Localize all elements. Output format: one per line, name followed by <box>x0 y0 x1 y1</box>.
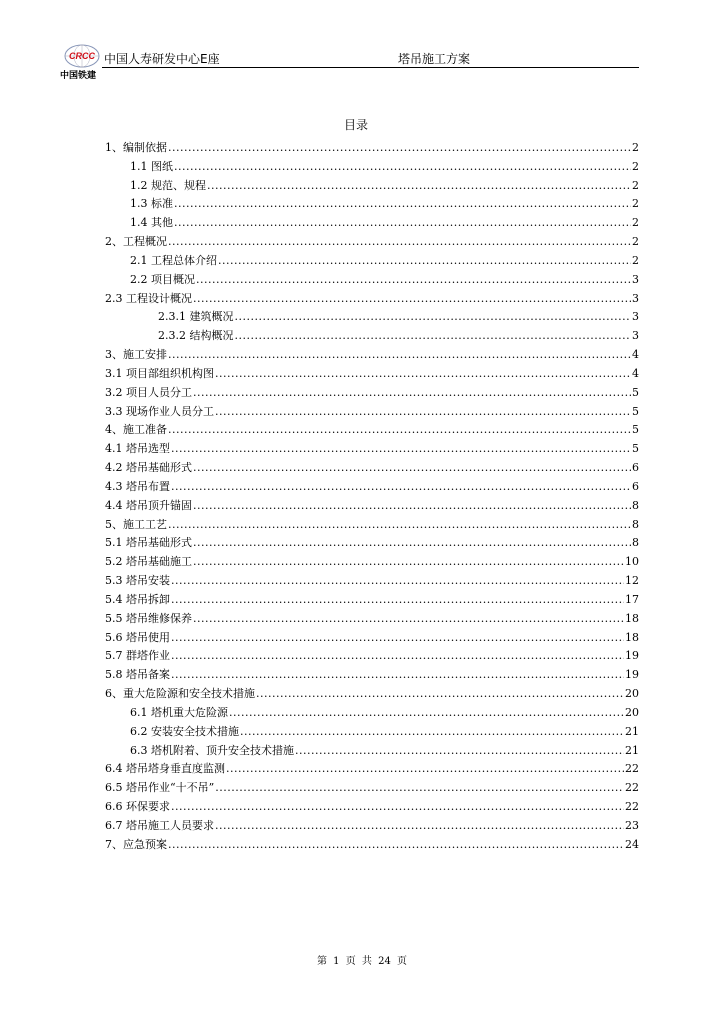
toc-entry[interactable] <box>105 158 639 177</box>
toc-leader-dots <box>174 195 631 214</box>
toc-entry-page: 3 <box>632 291 639 305</box>
toc-leader-dots <box>215 817 624 836</box>
toc-leader-dots <box>168 836 624 855</box>
toc-entry[interactable] <box>105 685 639 704</box>
toc-entry-page: 22 <box>625 781 639 795</box>
toc-entry-page: 20 <box>625 687 639 701</box>
toc-entry-label: 6.3 塔机附着、顶升安全技术措施 <box>130 743 294 757</box>
toc-entry[interactable] <box>105 534 639 553</box>
toc-entry-label: 4.1 塔吊选型 <box>105 442 170 456</box>
toc-entry-page: 2 <box>632 141 639 154</box>
toc-leader-dots <box>215 779 624 798</box>
toc-entry-label: 7、应急预案 <box>105 837 167 851</box>
toc-leader-dots <box>196 271 631 290</box>
toc-entry[interactable] <box>105 346 639 365</box>
header-doc-title: 塔吊施工方案 <box>398 52 471 66</box>
toc-entry[interactable] <box>105 610 639 629</box>
toc-leader-dots <box>168 139 631 158</box>
toc-entry-label: 5.6 塔吊使用 <box>105 630 170 644</box>
toc-entry-label: 3.2 项目人员分工 <box>105 385 192 399</box>
toc-entry-label: 5.5 塔吊维修保养 <box>105 611 192 625</box>
toc-title: 目录 <box>344 118 369 132</box>
toc-entry-page: 22 <box>625 799 639 813</box>
toc-leader-dots <box>215 365 631 384</box>
toc-entry-label: 2.1 工程总体介绍 <box>130 253 217 267</box>
toc-leader-dots <box>171 647 624 666</box>
toc-entry-label: 1.2 规范、规程 <box>130 178 206 192</box>
toc-entry-label: 1.1 图纸 <box>130 159 173 173</box>
toc-entry-page: 19 <box>625 649 639 663</box>
toc-entry-page: 18 <box>625 611 639 625</box>
toc-entry[interactable] <box>105 629 639 648</box>
toc-entry[interactable] <box>105 497 639 516</box>
toc-entry-page: 17 <box>625 592 639 606</box>
toc-entry[interactable] <box>105 572 639 591</box>
toc-entry-page: 8 <box>632 517 639 531</box>
toc-entry-label: 1.4 其他 <box>130 216 173 230</box>
toc-entry-label: 6.6 环保要求 <box>105 799 170 813</box>
toc-entry[interactable] <box>105 798 639 817</box>
toc-leader-dots <box>256 685 624 704</box>
toc-entry[interactable] <box>105 666 639 685</box>
toc-leader-dots <box>207 177 631 196</box>
toc-entry[interactable] <box>105 779 639 798</box>
toc-entry-label: 5、施工工艺 <box>105 517 167 531</box>
toc-leader-dots <box>229 704 624 723</box>
toc-entry-page: 20 <box>625 705 639 719</box>
toc-entry-label: 6.4 塔吊塔身垂直度监测 <box>105 762 225 776</box>
toc-entry[interactable] <box>105 647 639 666</box>
toc-entry-page: 3 <box>632 329 639 343</box>
toc-leader-dots <box>171 478 631 497</box>
toc-entry-page: 23 <box>625 818 639 832</box>
toc-leader-dots <box>215 403 631 422</box>
toc-leader-dots <box>193 290 631 309</box>
toc-leader-dots <box>168 233 631 252</box>
toc-entry[interactable] <box>105 817 639 836</box>
toc-leader-dots <box>295 742 624 761</box>
toc-entry-page: 22 <box>625 762 639 776</box>
header-rule <box>102 67 639 68</box>
toc-leader-dots <box>193 384 631 403</box>
toc-entry-page: 8 <box>632 498 639 512</box>
toc-leader-dots <box>240 723 624 742</box>
toc-entry[interactable] <box>105 308 639 327</box>
toc-entry[interactable] <box>105 384 639 403</box>
toc-entry[interactable] <box>105 271 639 290</box>
toc-entry-label: 5.1 塔吊基础形式 <box>105 536 192 550</box>
toc-leader-dots <box>168 516 631 535</box>
toc-entry-label: 5.7 群塔作业 <box>105 649 170 663</box>
toc-entry[interactable] <box>105 365 639 384</box>
toc-leader-dots <box>171 666 624 685</box>
toc-leader-dots <box>193 553 624 572</box>
toc-entry-page: 2 <box>632 235 639 249</box>
toc-entry[interactable] <box>105 760 639 779</box>
toc-entry-page: 21 <box>625 724 639 738</box>
toc-entry-label: 5.3 塔吊安装 <box>105 574 170 588</box>
toc-leader-dots <box>171 591 624 610</box>
toc-entry[interactable] <box>105 723 639 742</box>
toc-entry-page: 3 <box>632 272 639 286</box>
toc-leader-dots <box>218 252 631 271</box>
toc-leader-dots <box>235 308 632 327</box>
toc-entry[interactable] <box>105 214 639 233</box>
header-project: 中国人寿研发中心E座 <box>104 52 220 66</box>
toc-entry-label: 3.1 项目部组织机构图 <box>105 366 214 380</box>
toc-entry[interactable] <box>105 440 639 459</box>
toc-leader-dots <box>235 327 632 346</box>
toc-leader-dots <box>193 610 624 629</box>
svg-text:CRCC: CRCC <box>69 51 95 61</box>
toc-entry[interactable] <box>105 704 639 723</box>
toc-entry-label: 5.8 塔吊备案 <box>105 668 170 682</box>
toc-entry-page: 21 <box>625 743 639 757</box>
toc-leader-dots <box>193 534 631 553</box>
toc-entry-page: 5 <box>632 385 639 399</box>
toc-entry-label: 6.2 安装安全技术措施 <box>130 724 239 738</box>
toc-entry-label: 4、施工准备 <box>105 423 167 437</box>
toc-entry-label: 1、编制依据 <box>105 141 167 154</box>
toc-entry[interactable] <box>105 421 639 440</box>
toc-entry-page: 4 <box>632 366 639 380</box>
toc-leader-dots <box>171 440 631 459</box>
toc-entry[interactable] <box>105 553 639 572</box>
toc-entry-label: 4.4 塔吊顶升锚固 <box>105 498 192 512</box>
toc-entry-label: 1.3 标准 <box>130 197 173 211</box>
toc-leader-dots <box>171 798 624 817</box>
toc-entry-page: 2 <box>632 253 639 267</box>
toc-entry-page: 5 <box>632 404 639 418</box>
toc-entry-page: 24 <box>625 837 639 851</box>
toc-entry[interactable] <box>105 478 639 497</box>
toc-entry-label: 6.7 塔吊施工人员要求 <box>105 818 214 832</box>
toc-entry-label: 2.3.1 建筑概况 <box>158 310 234 324</box>
toc-entry-page: 4 <box>632 348 639 362</box>
toc-entry-label: 4.3 塔吊布置 <box>105 479 170 493</box>
toc-leader-dots <box>168 346 631 365</box>
toc-entry-label: 3、施工安排 <box>105 348 167 362</box>
toc-entry[interactable] <box>105 836 639 855</box>
toc-entry-page: 12 <box>625 574 639 588</box>
toc-entry-page: 2 <box>632 178 639 192</box>
toc-entry-label: 4.2 塔吊基础形式 <box>105 461 192 475</box>
toc-entry[interactable] <box>105 139 639 158</box>
toc-entry-label: 6.5 塔吊作业“十不吊” <box>105 781 215 795</box>
toc-entry-page: 5 <box>632 423 639 437</box>
toc-entry[interactable] <box>105 516 639 535</box>
toc-entry-label: 5.2 塔吊基础施工 <box>105 555 192 569</box>
toc-entry-page: 3 <box>632 310 639 324</box>
toc-leader-dots <box>226 760 624 779</box>
page-footer: 第 1 页 共 24 页 <box>317 956 407 967</box>
toc-leader-dots <box>193 497 631 516</box>
toc-leader-dots <box>171 629 624 648</box>
toc-entry-page: 10 <box>625 555 639 569</box>
toc-entry-page: 6 <box>632 461 639 475</box>
toc-entry-label: 3.3 现场作业人员分工 <box>105 404 214 418</box>
logo-caption: 中国铁建 <box>60 71 97 81</box>
toc-entry-page: 2 <box>632 197 639 211</box>
toc-leader-dots <box>174 214 631 233</box>
toc-entry-page: 5 <box>632 442 639 456</box>
toc-entry-label: 2、工程概况 <box>105 235 167 249</box>
toc-entry[interactable] <box>105 591 639 610</box>
toc-leader-dots <box>193 459 631 478</box>
toc-entry-page: 8 <box>632 536 639 550</box>
toc-entry-page: 19 <box>625 668 639 682</box>
toc-leader-dots <box>174 158 631 177</box>
toc-entry[interactable] <box>105 459 639 478</box>
toc-entry-label: 2.3.2 结构概况 <box>158 329 234 343</box>
toc-leader-dots <box>171 572 624 591</box>
toc-entry[interactable] <box>105 403 639 422</box>
toc-entry-page: 6 <box>632 479 639 493</box>
toc-entry-label: 2.3 工程设计概况 <box>105 291 192 305</box>
toc-entry-page: 18 <box>625 630 639 644</box>
toc-entry[interactable] <box>105 290 639 309</box>
toc-leader-dots <box>168 421 631 440</box>
table-of-contents <box>105 139 639 854</box>
crcc-logo <box>64 44 100 68</box>
toc-entry[interactable] <box>105 233 639 252</box>
toc-entry[interactable] <box>105 195 639 214</box>
toc-entry-label: 6.1 塔机重大危险源 <box>130 705 228 719</box>
toc-entry-label: 6、重大危险源和安全技术措施 <box>105 687 255 701</box>
toc-entry-page: 2 <box>632 159 639 173</box>
toc-entry[interactable] <box>105 252 639 271</box>
toc-entry[interactable] <box>105 177 639 196</box>
toc-entry-page: 2 <box>632 216 639 230</box>
toc-entry-label: 5.4 塔吊拆卸 <box>105 592 170 606</box>
toc-entry[interactable] <box>105 327 639 346</box>
toc-entry-label: 2.2 项目概况 <box>130 272 195 286</box>
toc-entry[interactable] <box>105 742 639 761</box>
